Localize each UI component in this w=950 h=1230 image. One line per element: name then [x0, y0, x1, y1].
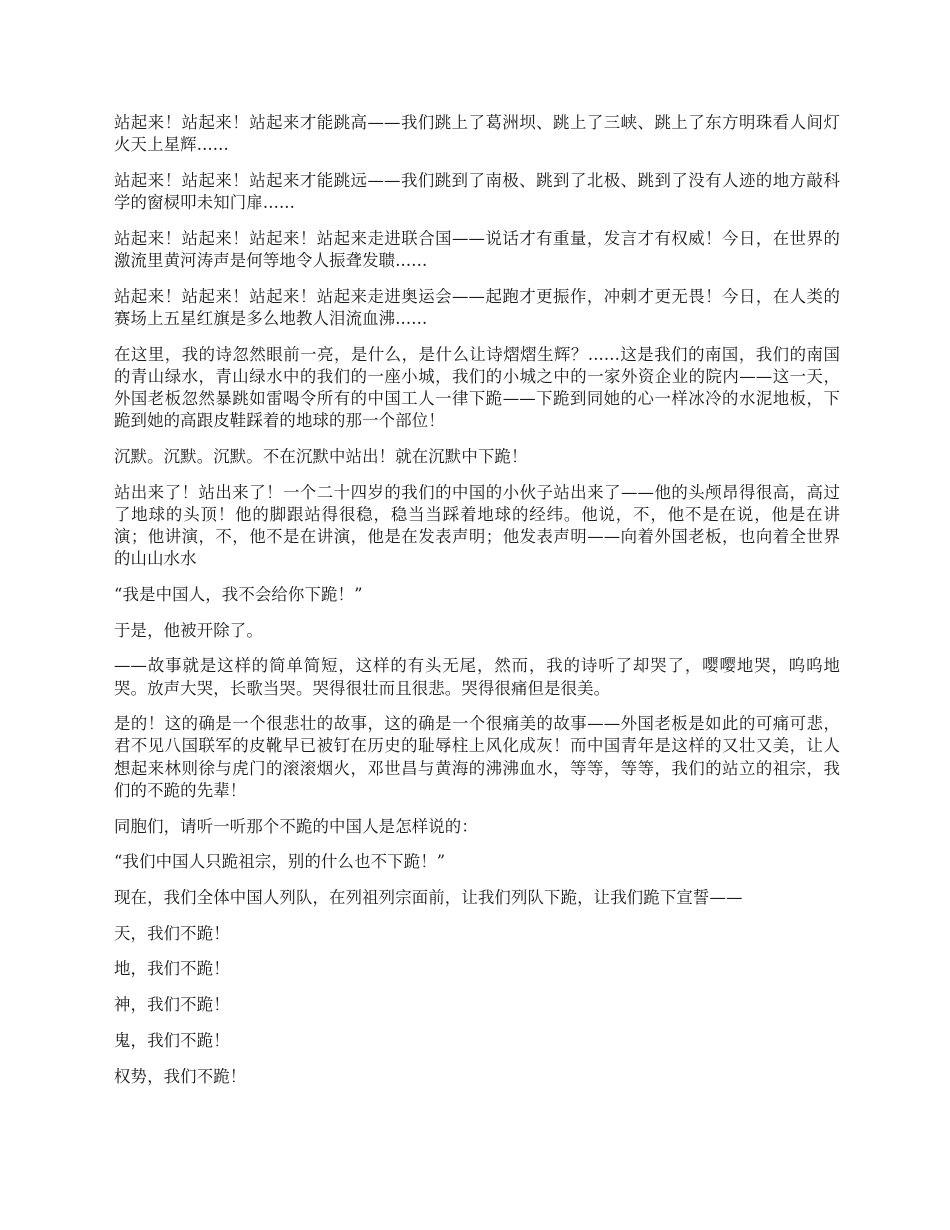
paragraph-gods: 神，我们不跪！	[114, 995, 230, 1015]
paragraph-power: 权势，我们不跪！	[114, 1066, 247, 1086]
paragraph-compatriots: 同胞们，请听一听那个不跪的中国人是怎样说的：	[114, 816, 478, 836]
paragraph-fired: 于是，他被开除了。	[114, 620, 263, 640]
document-body	[114, 112, 840, 1101]
paragraph-quote-chinese: “我是中国人，我不会给你下跪！”	[114, 584, 363, 604]
paragraph-young-man: 站出来了！站出来了！一个二十四岁的我们的中国的小伙子站出来了——他的头颅昂得很高，高过了地球的头顶！他的脚跟站得很稳，稳当当踩着地球的经纬。他说，不，他不是在说，他是在讲演；他讲演，不，他不是在讲演，他是在发表声明；他发表声明——向着外国老板，也向着全世界的山山水水	[114, 482, 840, 569]
paragraph-silence: 沉默。沉默。沉默。不在沉默中站出！就在沉默中下跪！	[114, 446, 528, 466]
paragraph-tragic-story: 是的！这的确是一个很悲壮的故事，这的确是一个很痛美的故事——外国老板是如此的可痛可悲，君不见八国联军的皮靴早已被钉在历史的耻辱柱上风化成灰！而中国青年是这样的又壮又美，让人想起来林则徐与虎门的滚滚烟火，邓世昌与黄海的沸沸血水，等等，等等，我们的站立的祖宗，我们的不跪的先辈！	[114, 714, 840, 800]
paragraph-jump-high: 站起来！站起来！站起来才能跳高——我们跳上了葛洲坝、跳上了三峡、跳上了东方明珠看人间灯火天上星辉......	[114, 113, 840, 155]
paragraph-ghosts: 鬼，我们不跪！	[114, 1030, 230, 1050]
paragraph-heaven: 天，我们不跪！	[114, 923, 230, 943]
paragraph-olympics: 站起来！站起来！站起来！站起来走进奥运会——起跑才更振作，冲刺才更无畏！今日，在人类的赛场上五星红旗是多么地教人泪流血沸......	[114, 286, 840, 328]
paragraph-quote-ancestors: “我们中国人只跪祖宗，别的什么也不下跪！”	[114, 852, 446, 872]
paragraph-poem-cries: ——故事就是这样的简单简短，这样的有头无尾，然而，我的诗听了却哭了，嘤嘤地哭，呜呜地哭。放声大哭，长歌当哭。哭得很壮而且很悲。哭得很痛但是很美。	[114, 656, 840, 698]
paragraph-southern-city: 在这里，我的诗忽然眼前一亮，是什么，是什么让诗熠熠生辉？......这是我们的南国，我们的南国的青山绿水，青山绿水中的我们的一座小城，我们的小城之中的一家外资企业的院内——这一天，外国老板忽然暴跳如雷喝令所有的中国工人一律下跪——下跪到同她的心一样冰冷的水泥地板，下跪到她的高跟皮鞋踩着的地球的那一个部位！	[114, 344, 840, 431]
paragraph-jump-far: 站起来！站起来！站起来才能跳远——我们跳到了南极、跳到了北极、跳到了没有人迹的地方敲科学的窗棂叩未知门扉......	[114, 170, 840, 213]
paragraph-united-nations: 站起来！站起来！站起来！站起来走进联合国——说话才有重量，发言才有权威！今日，在世界的激流里黄河涛声是何等地令人振聋发聩......	[114, 228, 840, 271]
paragraph-oath: 现在，我们全体中国人列队，在列祖列宗面前，让我们列队下跪，让我们跪下宣誓——	[114, 887, 743, 907]
paragraph-earth: 地，我们不跪！	[114, 959, 230, 979]
